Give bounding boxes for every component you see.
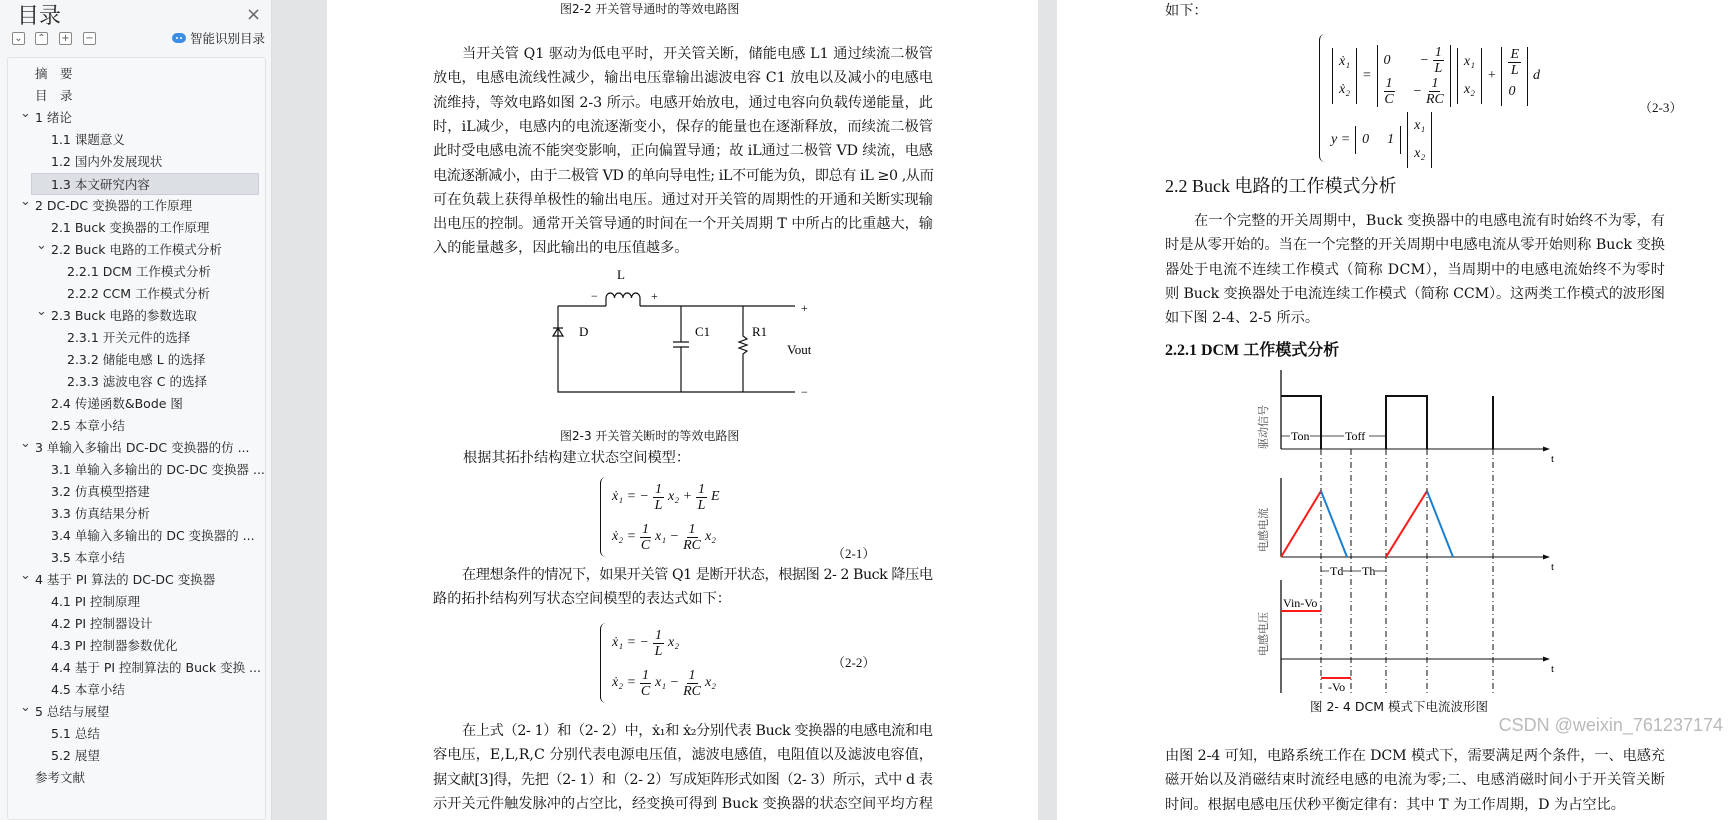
toc-item-label: 4.5 本章小结 (51, 682, 125, 697)
math-term: x₂ (704, 529, 717, 544)
paragraph-line: 在一个完整的开关周期中，Buck 变换器中的电感电流有时始终不为零，有 (1194, 213, 1666, 229)
paragraph-line: 在上式（2- 1）和（2- 2）中，ẋ₁和 ẋ₂分别代表 Buck 变换器的电感电流和电 (462, 723, 933, 739)
axis-arrow (1543, 657, 1550, 662)
toc-item[interactable] (8, 525, 263, 547)
fraction-numerator: 1 (698, 481, 706, 497)
capacitor-label: C1 (695, 324, 711, 339)
math-fraction (653, 482, 664, 513)
toc-item-label: 2.5 本章小结 (51, 418, 125, 433)
axis-label-t: t (1551, 453, 1555, 465)
inductor-minus: − (591, 289, 598, 303)
toc-item-label: 1 绪论 (35, 110, 72, 125)
toc-item[interactable] (8, 107, 263, 129)
fraction-numerator: 1 (1431, 76, 1439, 91)
fraction-denominator: RC (683, 537, 701, 553)
paragraph-line: 当开关管 Q1 驱动为低电平时，开关管关断，储能电感 L1 通过续流二极管 (462, 46, 934, 62)
toc-item-label: 4.4 基于 PI 控制算法的 Buck 变换 ... (51, 660, 261, 675)
fraction-denominator: L (697, 497, 706, 513)
fraction-denominator: C (640, 537, 651, 553)
math-term: ẋ₂ (1339, 82, 1351, 97)
math-term: d (1533, 68, 1540, 83)
paragraph-line: 据文献[3]得，先把（2- 1）和（2- 2）写成矩阵形式如图（2- 3）所示，式中 d 表 (433, 771, 933, 788)
chevron-down-icon[interactable]: ⌄ (20, 194, 31, 209)
section-heading: 2.2 Buck 电路的工作模式分析 (1165, 176, 1397, 196)
left-brace (600, 477, 608, 557)
toc-item-label: 4.3 PI 控制器参数优化 (51, 638, 178, 653)
chevron-down-icon[interactable]: ⌄ (20, 568, 31, 583)
toc-item[interactable] (8, 327, 263, 349)
axis-label-ylabel_voltage: 电感电压 (1258, 612, 1270, 656)
toc-item-label: 目 录 (35, 88, 73, 103)
vout-label: Vout (787, 342, 812, 357)
toc-item[interactable] (8, 767, 263, 789)
equation-line (610, 517, 722, 557)
toc-item[interactable] (8, 481, 263, 503)
fraction-numerator: E (1510, 46, 1519, 62)
math-term: x₁ − (655, 529, 680, 544)
ai-toc-label: 智能识别目录 (190, 31, 266, 46)
figure-caption: 图2-3 开关管关断时的等效电路图 (560, 429, 740, 443)
toc-item-label: 3 单输入多输出 DC-DC 变换器的仿 ... (35, 440, 250, 455)
paragraph-line: 出电压的控制。通常开关管导通的时间在一个开关周期 T 中所占的比重越大，输 (433, 216, 933, 233)
math-term: ẋ₁ = − (612, 635, 649, 650)
toc-item-label: 2.4 传递函数&Bode 图 (51, 396, 183, 411)
toc-item-label: 5 总结与展望 (35, 704, 110, 719)
toc-item-label: 2.2.1 DCM 工作模式分析 (67, 264, 211, 279)
paragraph: 如下： (1165, 3, 1208, 19)
toc-item-label: 4.1 PI 控制原理 (51, 594, 141, 609)
ai-robot-icon (172, 33, 186, 43)
math-term: 0 (1508, 83, 1516, 99)
expand-level-button[interactable]: + (59, 32, 72, 45)
chevron-down-icon[interactable]: ⌄ (36, 238, 47, 253)
equation-number: （2-1） (832, 546, 876, 561)
collapse-level-button[interactable]: − (83, 32, 96, 45)
document-viewer (272, 0, 1731, 820)
math-term: = (1362, 68, 1372, 83)
fraction-denominator: L (654, 643, 663, 659)
toc-item-label: 3.3 仿真结果分析 (51, 506, 150, 521)
toc-item-label: 2.2.2 CCM 工作模式分析 (67, 286, 210, 301)
inductor-label: L (617, 267, 625, 282)
circuit-diagram (327, 0, 1038, 410)
toc-item[interactable] (8, 195, 263, 217)
ton-label: Ton (1291, 429, 1310, 443)
math-fraction (653, 628, 664, 659)
paragraph-line: 则 Buck 变换器处于电流连续工作模式（简称 CCM）。这两类工作模式的波形图 (1165, 285, 1665, 302)
equation-number: （2-2） (832, 655, 876, 670)
math-term: 1 (1387, 132, 1395, 147)
toc-item[interactable] (8, 547, 263, 569)
fraction-denominator: L (1510, 62, 1519, 78)
equation-line (610, 623, 718, 663)
toc-sidebar (0, 0, 272, 820)
math-term: − (1419, 52, 1429, 68)
toc-item-label: 2.3 Buck 电路的参数选取 (51, 308, 197, 323)
paragraph-line: 在理想条件的情况下，如果开关管 Q1 是断开状态，根据图 2- 2 Buck 降压电 (462, 567, 933, 583)
toc-item-label: 4 基于 PI 算法的 DC-DC 变换器 (35, 572, 216, 587)
toc-item[interactable] (8, 85, 263, 107)
math-term: ẋ₂ = (612, 529, 637, 544)
fraction-numerator: 1 (1434, 45, 1442, 60)
math-term: − (1412, 83, 1422, 99)
toc-item-label: 3.2 仿真模型搭建 (51, 484, 150, 499)
output-plus: + (801, 301, 808, 315)
toc-item-label: 3.4 单输入多输出的 DC 变换器的 ... (51, 528, 255, 543)
paragraph-line: 放电，电感电流线性减少，输出电压靠输出滤波电容 C1 放电以及减小的电感电 (433, 70, 934, 87)
toc-item-label: 1.2 国内外发展现状 (51, 154, 163, 169)
equation-2-1 (610, 477, 722, 557)
toc-item[interactable] (8, 151, 263, 173)
toc-item-label: 2 DC-DC 变换器的工作原理 (35, 198, 193, 213)
toc-item[interactable] (8, 591, 263, 613)
math-term: + (1486, 68, 1497, 83)
toc-item[interactable] (8, 305, 263, 327)
chevron-down-icon[interactable]: ⌄ (36, 304, 47, 319)
fraction-denominator: RC (1426, 92, 1444, 107)
toc-item-label: 参考文献 (35, 770, 86, 785)
toc-item[interactable] (8, 393, 263, 415)
axis-label-ylabel_drive: 驱动信号 (1258, 405, 1270, 449)
paragraph: 根据其拓扑结构建立状态空间模型： (463, 450, 691, 466)
fraction-numerator: 1 (654, 481, 662, 497)
current-rise (1281, 491, 1321, 557)
th-label: Th (1362, 564, 1376, 578)
math-fraction (696, 482, 707, 513)
fraction-numerator: 1 (642, 521, 650, 537)
math-fraction (640, 522, 651, 553)
math-term: x₂ (667, 635, 680, 650)
chevron-down-icon[interactable]: ⌄ (20, 436, 31, 451)
toc-item[interactable] (8, 503, 263, 525)
axis-label-t: t (1551, 561, 1555, 573)
paragraph-line: 如下图 2-4、2-5 所示。 (1165, 310, 1320, 327)
toc-item-label: 摘 要 (35, 66, 73, 81)
toc-item[interactable] (31, 173, 259, 195)
td-label: Td (1330, 564, 1344, 578)
paragraph-line: 可在负载上获得单极性的输出电压。通过对开关管的周期性的开通和关断实现输 (433, 191, 934, 208)
fraction-denominator: C (1384, 92, 1394, 107)
toc-title: 目录 (17, 4, 62, 29)
math-term: x₂ (704, 675, 717, 690)
toc-item-label: 2.3.3 滤波电容 C 的选择 (67, 374, 207, 389)
figure-caption: 图2-2 开关管导通时的等效电路图 (560, 2, 740, 16)
subsection-heading: 2.2.1 DCM 工作模式分析 (1165, 342, 1340, 359)
chevron-down-icon[interactable]: ⌄ (20, 700, 31, 715)
math-term: x₁ (1463, 54, 1475, 69)
drive-pulse (1281, 396, 1493, 449)
toc-item-label: 4.2 PI 控制器设计 (51, 616, 153, 631)
paragraph-line: 时，iL减少，电感内的电流逐渐变小，保存的能量也在逐渐释放，而续流二极管 (433, 118, 934, 135)
fraction-numerator: 1 (688, 667, 696, 683)
math-term: ẋ₁ = − (612, 489, 649, 504)
math-term: x₂ (1414, 146, 1426, 161)
paragraph-line: 入的能量越多，因此输出的电压值越多。 (433, 240, 689, 257)
toc-item-label: 1.3 本文研究内容 (51, 177, 150, 192)
current-fall (1427, 491, 1453, 557)
toc-item-label: 3.5 本章小结 (51, 550, 125, 565)
toc-item-label: 5.1 总结 (51, 726, 100, 741)
toc-item[interactable] (8, 679, 263, 701)
expand-all-button[interactable]: ⌄ (12, 32, 25, 45)
inductor-plus: + (651, 289, 658, 303)
fraction-denominator: L (1434, 61, 1443, 76)
toc-item[interactable] (8, 261, 263, 283)
math-fraction (640, 668, 651, 699)
toc-item[interactable] (8, 349, 263, 371)
neg-vo-label: -Vo (1328, 680, 1346, 694)
fraction-numerator: 1 (642, 667, 650, 683)
toc-item[interactable] (8, 415, 263, 437)
equation-line (610, 477, 722, 517)
resistor-label: R1 (752, 324, 768, 339)
toc-item-label: 2.3.2 储能电感 L 的选择 (67, 352, 206, 367)
math-term: x₁ (1414, 118, 1426, 133)
toc-item[interactable] (8, 635, 263, 657)
page-right (1057, 0, 1731, 820)
toc-item[interactable] (8, 437, 263, 459)
paragraph-line: 时是从零开始的。当在一个完整的开关周期中电感电流从零开始则称 Buck 变换 (1165, 237, 1666, 254)
toff-label: Toff (1345, 429, 1366, 443)
math-term: x₂ (1463, 82, 1475, 97)
fraction-denominator: L (654, 497, 663, 513)
axis-label-t: t (1551, 663, 1555, 675)
toc-item-label: 2.1 Buck 变换器的工作原理 (51, 220, 210, 235)
toc-item-label: 5.2 展望 (51, 748, 100, 763)
math-term: 0 (1383, 52, 1391, 68)
math-term: 0 (1362, 132, 1370, 147)
toc-item[interactable] (8, 129, 263, 151)
toc-tree (7, 57, 266, 820)
ai-toc-button[interactable] (172, 29, 265, 47)
fraction-denominator: RC (683, 683, 701, 699)
fraction-numerator: 1 (1385, 76, 1393, 91)
toc-item[interactable] (8, 569, 263, 591)
toc-item[interactable] (8, 701, 263, 723)
axis-arrow (1543, 555, 1550, 560)
toc-item-label: 2.3.1 开关元件的选择 (67, 330, 191, 345)
fraction-numerator: 1 (654, 627, 662, 643)
math-term: E (711, 489, 720, 504)
math-fraction (683, 668, 701, 699)
paragraph-line: 此时受电感电流不能突变影响，正向偏置导通；故 iL通过二极管 VD 续流，电感 (433, 143, 933, 160)
axis-arrow (1543, 447, 1550, 452)
paragraph-line: 器处于电流不连续工作模式（简称 DCM），当周期中的电感电流始终不为零时 (1165, 261, 1666, 278)
paragraph-line: 时间。根据电感电压伏秒平衡定律有：其中 T 为工作周期，D 为占空比。 (1165, 796, 1625, 813)
collapse-all-button[interactable]: ⌃ (35, 32, 48, 45)
diode-label: D (579, 324, 589, 339)
paragraph-line: 电流逐渐减小，由于二极管 VD 的单向导电性; iL不可能为负，即总有 iL ≥0 ,从而 (433, 167, 934, 184)
toc-item-label: 3.1 单输入多输出的 DC-DC 变换器 ... (51, 462, 265, 477)
fraction-denominator: C (640, 683, 651, 699)
page-left (327, 0, 1038, 820)
toc-item[interactable] (8, 239, 263, 261)
fraction-numerator: 1 (688, 521, 696, 537)
math-term: ẋ₂ = (612, 675, 637, 690)
watermark: CSDN @weixin_761237174 (1498, 715, 1723, 735)
math-term: y = (1331, 132, 1351, 147)
math-term: x₂ + (667, 489, 693, 504)
math-term: x₁ − (655, 675, 680, 690)
close-icon[interactable]: × (246, 4, 262, 25)
math-term: ẋ₁ (1339, 54, 1351, 69)
math-fraction (683, 522, 701, 553)
paragraph-line: 容电压，E,L,R,C 分别代表电源电压值，滤波电感值，电阻值以及滤波电容值， (433, 747, 934, 764)
toc-item[interactable] (8, 745, 263, 767)
toc-item[interactable] (8, 459, 263, 481)
figure-caption: 图 2- 4 DCM 模式下电流波形图 (1310, 699, 1488, 714)
paragraph-line: 流维持，等效电路如图 2-3 所示。电感开始放电，通过电容向负载传递能量，此 (433, 94, 933, 111)
toc-item-label: 1.1 课题意义 (51, 132, 125, 147)
left-brace (600, 623, 608, 703)
current-rise (1386, 491, 1427, 557)
output-minus: − (801, 385, 808, 399)
toc-item[interactable] (8, 63, 263, 85)
current-fall (1321, 491, 1347, 557)
vin-vo-label: Vin-Vo (1283, 596, 1318, 610)
toc-item[interactable] (8, 371, 263, 393)
paragraph-line: 示开关元件触发脉冲的占空比，经变换可得到 Buck 变换器的状态空间平均方程 (433, 795, 934, 812)
dcm-waveform-figure (1057, 0, 1731, 730)
paragraph-line: 路的拓扑结构列写状态空间模型的表达式如下： (433, 591, 731, 608)
chevron-down-icon[interactable]: ⌄ (20, 106, 31, 121)
equation-line (610, 663, 718, 703)
toc-item[interactable] (8, 657, 263, 679)
equation-2-2 (610, 623, 718, 703)
paragraph-line: 磁开始以及消磁结束时流经电感的电流为零;二、电感消磁时间小于开关管关断 (1165, 772, 1666, 789)
paragraph-line: 由图 2-4 可知，电路系统工作在 DCM 模式下，需要满足两个条件，一、电感充 (1165, 748, 1665, 764)
toc-item-label: 2.2 Buck 电路的工作模式分析 (51, 242, 222, 257)
axis-label-ylabel_current: 电感电流 (1258, 508, 1270, 552)
toc-item[interactable] (8, 613, 263, 635)
equation-number: （2-3） (1639, 100, 1683, 115)
toc-item[interactable] (8, 723, 263, 745)
